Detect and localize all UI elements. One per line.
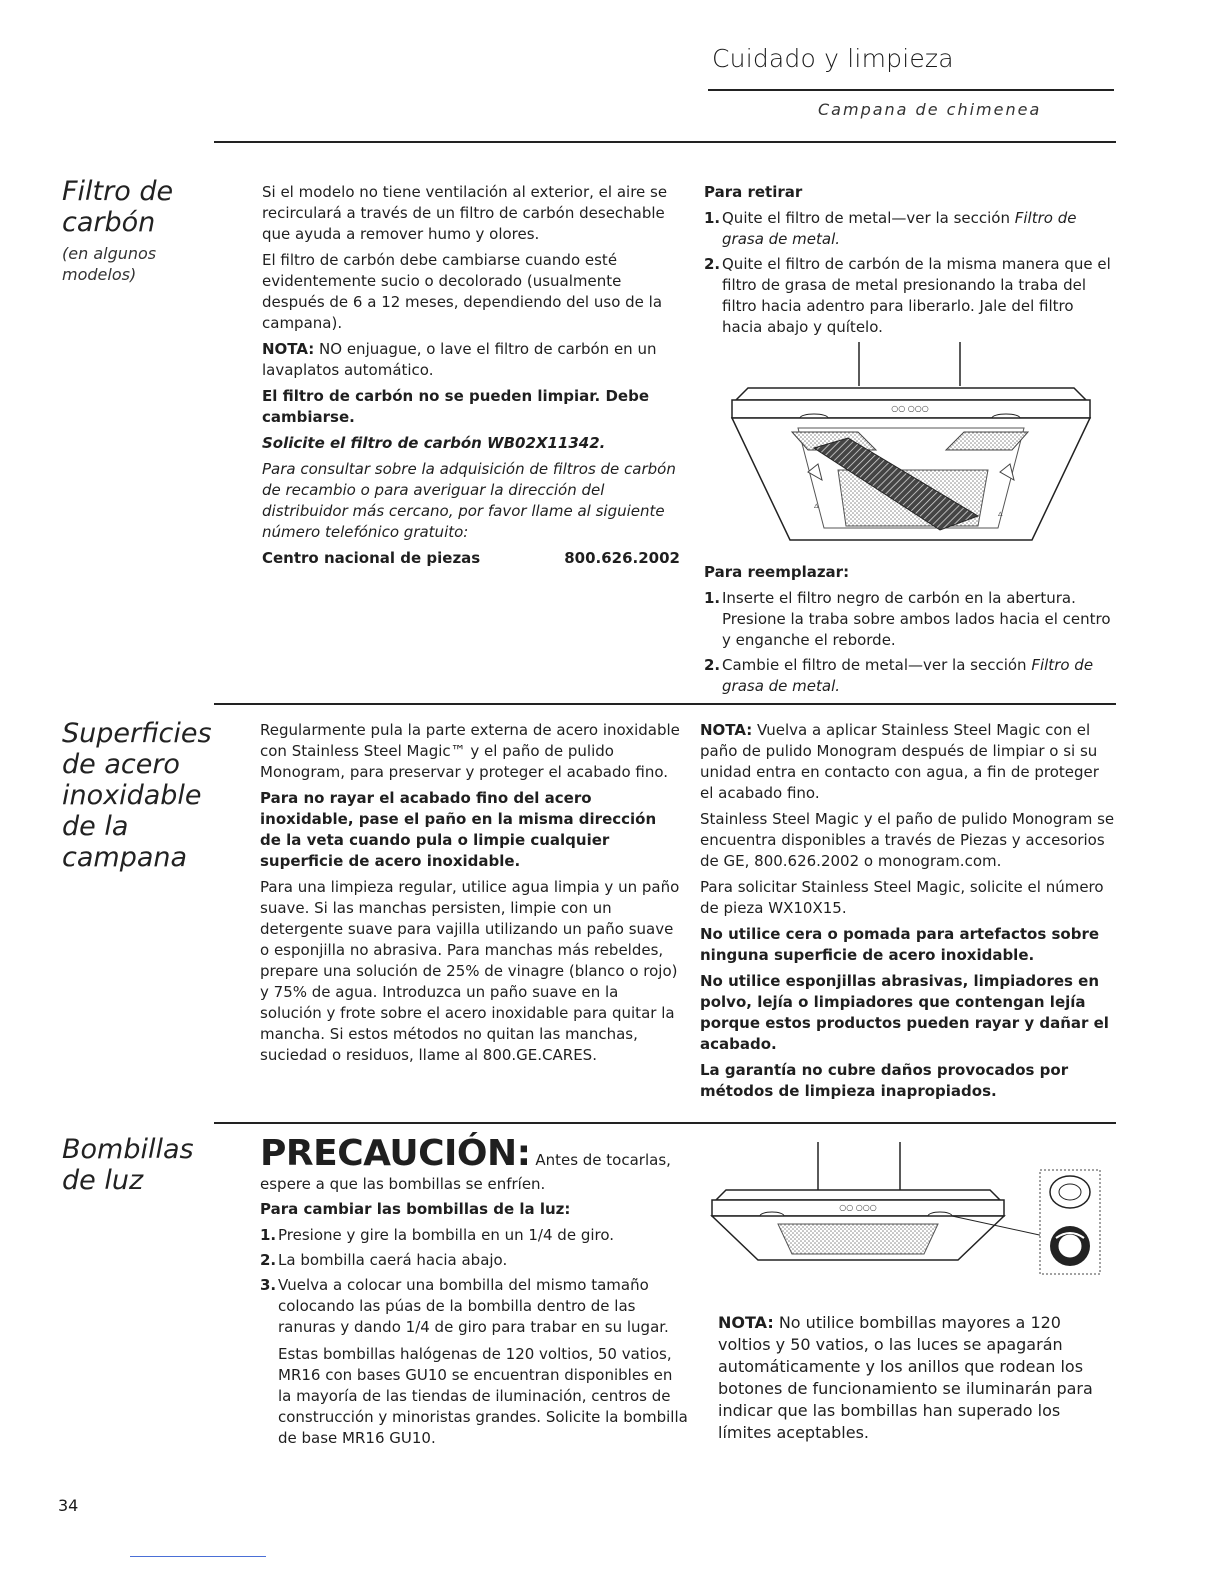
step-number: 1. — [260, 1226, 277, 1244]
list-item — [704, 208, 1116, 250]
bold-warning: El filtro de carbón no se pueden limpiar. Debe cambiarse. — [262, 387, 650, 426]
title-line: Filtro de — [62, 176, 174, 207]
note-label: NOTA: — [262, 340, 315, 358]
step-text: Vuelva a colocar una bombilla del mismo tamaño colocando las púas de la bombilla dentro de las ranuras y dando 1/4 de giro para trabar en su lugar. — [278, 1276, 669, 1336]
note — [700, 720, 1116, 804]
change-heading: Para cambiar las bombillas de la luz: — [260, 1200, 571, 1218]
subtitle-line: modelos) — [62, 265, 137, 284]
title-line: inoxidable — [62, 780, 202, 811]
parts-center-row — [262, 548, 680, 569]
paragraph: Para una limpieza regular, utilice agua limpia y un paño suave. Si las manchas persisten, limpie con un detergente suave para vajilla utilizando un paño suave o esponjilla no abrasiva. Para manchas más rebeldes, prepare una solución de 25% de vinagre (blanco o rojo) y 75% de agua. Introduzca un paño suave en la solución y frote sobre el acero inoxidable para quitar la mancha. Si estos métodos no quitan las manchas, suciedad o residuos, llame al 800.GE.CARES. — [260, 878, 680, 1064]
paragraph: Regularmente pula la parte externa de acero inoxidable con Stainless Steel Magic™ y el paño de pulido Monogram, para preservar y proteger el acabado fino. — [260, 721, 680, 781]
stainless-left-column — [260, 720, 680, 1071]
svg-text:○○ ○○○: ○○ ○○○ — [839, 1203, 877, 1212]
paragraph: Stainless Steel Magic y el paño de pulido Monogram se encuentra disponibles a través de Piezas y accesorios de GE, 800.626.2002 o monogram.com. — [700, 810, 1115, 870]
bottom-divider — [130, 1556, 266, 1557]
hood-bulb-illustration — [708, 1140, 1106, 1280]
note-text: No utilice bombillas mayores a 120 voltios y 50 vatios, o las luces se apagarán automáticamente y los anillos que rodean los botones de funcionamiento se iluminarán para indicar que las bombillas han superado los límites aceptables. — [718, 1313, 1093, 1442]
warning: No utilice esponjillas abrasivas, limpiadores en polvo, lejía o limpiadores que contengan lejía porque estos productos pueden rayar y dañar el acabado. — [700, 972, 1109, 1053]
list-item — [260, 1225, 690, 1246]
title-line: carbón — [62, 207, 156, 238]
title-line: de luz — [62, 1165, 144, 1196]
bulbs-section-title — [62, 1134, 194, 1196]
list-item — [260, 1275, 690, 1449]
step-italic: Filtro de grasa de metal. — [722, 656, 1094, 695]
title-line: Bombillas — [62, 1134, 194, 1165]
title-line: de la — [62, 811, 129, 842]
replace-steps — [704, 588, 1116, 697]
subtitle-line: (en algunos — [62, 244, 157, 263]
caution-word: PRECAUCIÓN: — [260, 1133, 531, 1174]
replace-heading: Para reemplazar: — [704, 563, 850, 581]
title-line: campana — [62, 842, 188, 873]
warning: La garantía no cubre daños provocados por métodos de limpieza inapropiados. — [700, 1061, 1069, 1100]
step-text: La bombilla caerá hacia abajo. — [278, 1251, 508, 1269]
parts-center-phone: 800.626.2002 — [564, 549, 680, 567]
stainless-section-title — [62, 718, 212, 873]
bulbs-left-column — [260, 1134, 690, 1454]
stainless-right-column — [700, 720, 1116, 1107]
title-line: de acero — [62, 749, 180, 780]
step-number: 2. — [704, 255, 721, 273]
step-text: Inserte el filtro negro de carbón en la abertura. Presione la traba sobre ambos lados hacia el centro y enganche el reborde. — [722, 589, 1111, 649]
page-number: 34 — [58, 1496, 79, 1515]
consult-text: Para consultar sobre la adquisición de filtros de carbón de recambio o para averiguar la dirección del distribuidor más cercano, por favor llame al siguiente número telefónico gratuito: — [262, 460, 676, 541]
step-text: Quite el filtro de carbón de la misma manera que el filtro de grasa de metal presionando la traba del filtro hacia adentro para liberarlo. Jale del filtro hacia abajo y quítelo. — [722, 255, 1111, 336]
step-number: 3. — [260, 1276, 277, 1294]
paragraph: Si el modelo no tiene ventilación al exterior, el aire se recirculará a través de un filtro de carbón desechable que ayuda a remover humo y olores. — [262, 183, 668, 243]
carbon-filter-replace-column — [704, 562, 1116, 701]
header-divider — [708, 89, 1114, 91]
bold-instruction: Para no rayar el acabado fino del acero inoxidable, pase el paño en la misma dirección de la veta cuando pula o limpie cualquier superficie de acero inoxidable. — [260, 789, 657, 870]
step-number: 1. — [704, 209, 721, 227]
carbon-filter-section-title — [62, 176, 173, 238]
svg-text:▵: ▵ — [998, 509, 1003, 519]
step-text: Quite el filtro de metal—ver la sección — [722, 209, 1015, 227]
note-text: NO enjuague, o lave el filtro de carbón en un lavaplatos automático. — [262, 340, 657, 379]
paragraph: Para solicitar Stainless Steel Magic, solicite el número de pieza WX10X15. — [700, 878, 1104, 917]
page-header-subtitle: Campana de chimenea — [818, 100, 1042, 119]
page-header-title: Cuidado y limpieza — [712, 44, 954, 73]
note-label: NOTA: — [718, 1313, 774, 1332]
step-text: Presione y gire la bombilla en un 1/4 de giro. — [278, 1226, 615, 1244]
list-item — [260, 1250, 690, 1271]
order-part-text: Solicite el filtro de carbón WB02X11342. — [262, 434, 606, 452]
parts-center-label: Centro nacional de piezas — [262, 549, 481, 567]
halogen-info: Estas bombillas halógenas de 120 voltios, 50 vatios, MR16 con bases GU10 se encuentran disponibles en la mayoría de las tiendas de iluminación, centros de construcción y minoristas grandes. Solicite la bombilla de base MR16 GU10. — [278, 1345, 688, 1447]
change-steps — [260, 1225, 690, 1449]
step-number: 1. — [704, 589, 721, 607]
section-divider-stainless — [214, 703, 1116, 705]
paragraph: El filtro de carbón debe cambiarse cuando esté evidentemente sucio o decolorado (usualmente después de 6 a 12 meses, dependiendo del uso de la campana). — [262, 251, 663, 332]
note-text: Vuelva a aplicar Stainless Steel Magic con el paño de pulido Monogram después de limpiar o si su unidad entra en contacto con agua, a fin de proteger el acabado fino. — [700, 721, 1099, 802]
list-item — [704, 588, 1116, 651]
step-italic: Filtro de grasa de metal. — [722, 209, 1077, 248]
svg-text:▵: ▵ — [814, 501, 819, 511]
list-item — [704, 655, 1116, 697]
bulbs-note — [718, 1312, 1108, 1444]
step-number: 2. — [260, 1251, 277, 1269]
note-label: NOTA: — [700, 721, 753, 739]
title-line: Superficies — [62, 718, 212, 749]
hood-filter-illustration — [728, 340, 1094, 552]
step-text: Cambie el filtro de metal—ver la sección — [722, 656, 1032, 674]
note — [262, 339, 680, 381]
svg-text:○○ ○○○: ○○ ○○○ — [891, 404, 929, 413]
section-divider-bulbs — [214, 1122, 1116, 1124]
carbon-filter-left-column — [262, 182, 680, 569]
section-divider-top — [214, 141, 1116, 143]
caution-text: Antes de tocarlas, espere a que las bombillas se enfríen. — [260, 1151, 671, 1193]
warning: No utilice cera o pomada para artefactos sobre ninguna superficie de acero inoxidable. — [700, 925, 1100, 964]
caution-block — [260, 1134, 690, 1195]
remove-heading: Para retirar — [704, 183, 803, 201]
list-item — [704, 254, 1116, 338]
carbon-filter-section-subtitle — [62, 243, 156, 285]
step-number: 2. — [704, 656, 721, 674]
carbon-filter-right-column — [704, 182, 1116, 342]
remove-steps — [704, 208, 1116, 338]
